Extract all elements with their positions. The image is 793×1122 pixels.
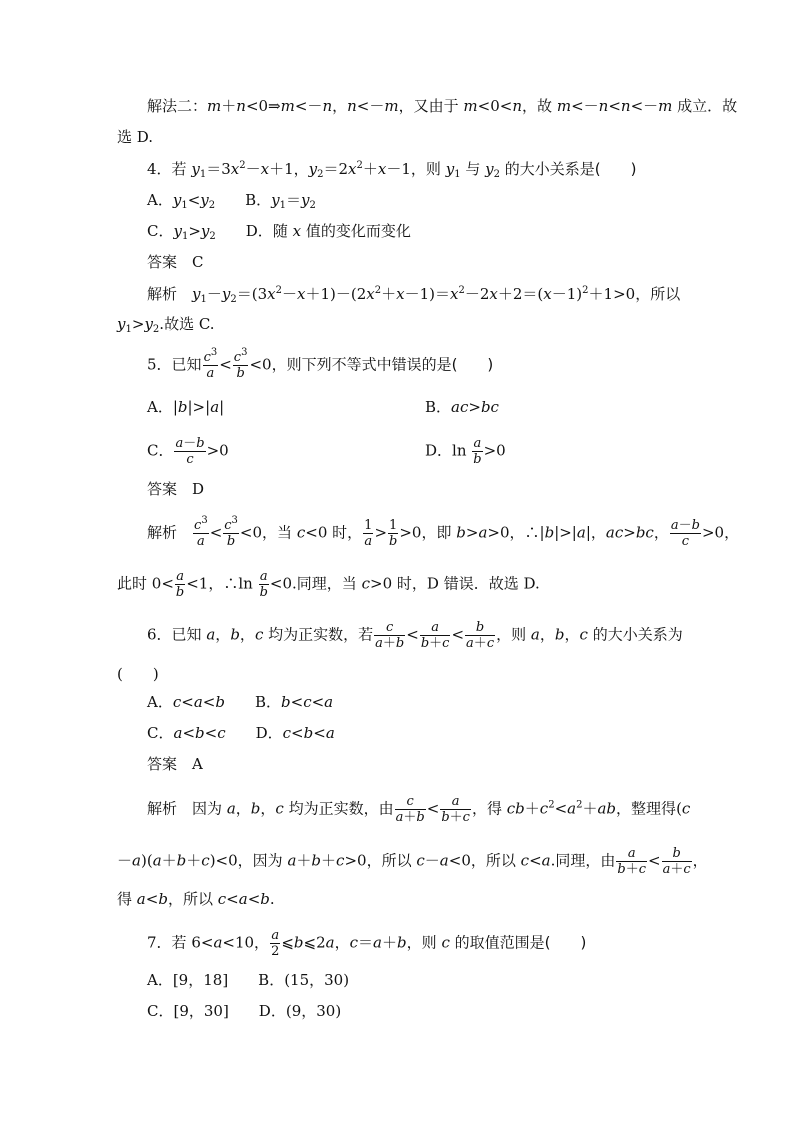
question-7-options-ab: A．[9，18] B．(15，30): [147, 971, 350, 989]
question-6-explanation-1: 解析 因为 a，b，c 均为正实数，由 $\frac{c}{a+b}$ < $\frac{a}{b+c}$ ，得 $cb+c^2<a^2+ab$，整理得(c: [147, 794, 691, 825]
question-4-explanation-2: $y_1>y_2$.故选 C.: [117, 315, 215, 335]
question-7: 7．若 6<a<10， $\frac{a}{2}$ ⩽b⩽2a，c＝a＋b，则 c 的取值范围是( ): [147, 928, 587, 959]
question-5-option-a: A．|b|>|a|: [147, 398, 225, 416]
question-7-options-cd: C．[9，30] D．(9，30): [147, 1002, 342, 1020]
question-4-answer: 答案 C: [147, 253, 204, 271]
question-5-option-b: B．ac>bc: [425, 398, 499, 416]
question-6-answer: 答案 A: [147, 755, 203, 773]
question-5-explanation-1: 解析 $\frac{c^3}{a}$ < $\frac{c^3}{b}$ <0，当 c<0 时， $\frac{1}{a}$ > $\frac{1}{b}$ >0，即 b>a>0，∴|b|>|a|，ac>bc， $\frac{a-b}{c}$ >0，: [147, 515, 740, 549]
question-5-option-d: D．ln $\frac{a}{b}$ >0: [425, 436, 506, 467]
question-4-options-ab: A．$y_1<y_2$ B．$y_1=y_2$: [147, 191, 316, 211]
solution2-line2: 选 D.: [117, 128, 154, 146]
question-6-options-cd: C．a<b<c D．c<b<a: [147, 724, 335, 742]
question-6-explanation-2: －a)(a＋b＋c)<0，因为 a＋b＋c>0，所以 c－a<0，所以 c<a.同理，由 $\frac{a}{b+c}$ < $\frac{b}{a+c}$ ，: [117, 846, 708, 877]
question-5-option-c: C． $\frac{a-b}{c}$ >0: [147, 436, 229, 467]
question-4-options-cd: C．$y_1>y_2$ D．随 x 值的变化而变化: [147, 222, 411, 242]
question-5-answer: 答案 D: [147, 480, 205, 498]
question-6-bracket: ( ): [117, 665, 159, 683]
question-4: 4．若 $y_1=3x^2-x+1$，$y_2=2x^2+x-1$，则 $y_1$ 与 $y_2$ 的大小关系是( ): [147, 160, 637, 180]
question-5-explanation-2: 此时 0< $\frac{a}{b}$ <1，∴ln $\frac{a}{b}$ <0.同理，当 c>0 时，D 错误．故选 D.: [117, 569, 540, 600]
question-6-options-ab: A．c<a<b B．b<c<a: [147, 693, 334, 711]
question-6: 6．已知 a，b，c 均为正实数，若 $\frac{c}{a+b}$ < $\frac{a}{b+c}$ < $\frac{b}{a+c}$ ，则 a，b，c 的大小关系为: [147, 620, 683, 651]
question-5: 5．已知 $\frac{c^3}{a}$ < $\frac{c^3}{b}$ <0，则下列不等式中错误的是( ): [147, 347, 494, 381]
question-4-explanation-1: 解析 $y_1-y_2=(3x^2-x+1)-(2x^2+x-1)=x^2-2x+2=(x-1)^2+1>0$，所以: [147, 285, 681, 305]
solution2-line1: 解法二：m＋n<0⇒m<－n，n<－m，又由于 m<0<n，故 m<－n<n<－m 成立．故: [147, 97, 738, 115]
question-6-explanation-3: 得 a<b，所以 c<a<b.: [117, 890, 275, 908]
